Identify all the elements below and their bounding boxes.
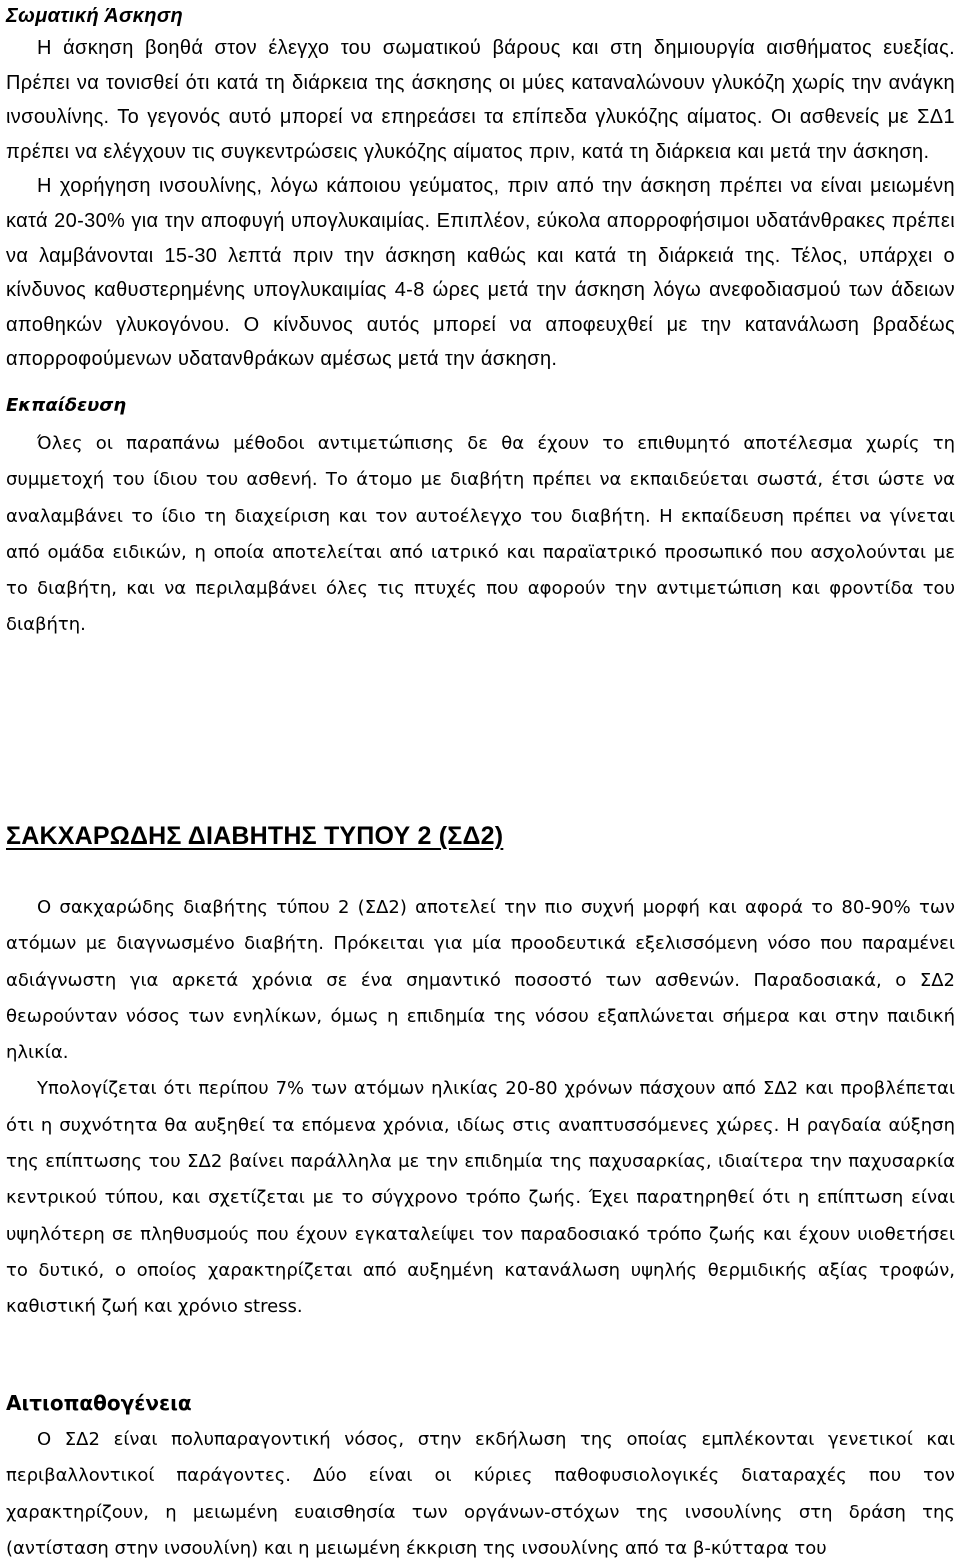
education-paragraph: Όλες οι παραπάνω μέθοδοι αντιμετώπισης δε θα έχουν το επιθυμητό αποτέλεσμα χωρίς τη συμμετοχή του ίδιου του ασθενή. Το άτομο με διαβήτη πρέπει να εκπαιδεύεται σωστά, έτσι ώστε να αναλαμβάνει το ίδιο τη διαχείριση και τον αυτοέλεγχο του διαβήτη. Η εκπαίδευση πρέπει να γίνεται από ομάδα ειδικών, η οποία αποτελείται από ιατρικό και παραϊατρικό προσωπικό που ασχολούνται με το διαβήτη, και να περιλαμβάνει όλες τις πτυχές που αφορούν την αντιμετώπιση και φροντίδα του διαβήτη. bbox=[6, 432, 955, 636]
section-etiology bbox=[6, 1422, 955, 1567]
section-exercise bbox=[6, 0, 955, 377]
section-type2 bbox=[6, 890, 955, 1326]
type2-diabetes-title: ΣΑΚΧΑΡΩΔΗΣ ΔΙΑΒΗΤΗΣ ΤΥΠΟΥ 2 (ΣΔ2) bbox=[6, 822, 504, 850]
type2-paragraph-1: Ο σακχαρώδης διαβήτης τύπου 2 (ΣΔ2) αποτελεί την πιο συχνή μορφή και αφορά το 80-90% των ατόμων με διαγνωσμένο διαβήτη. Πρόκειται για μία προοδευτικά εξελισσόμενη νόσο που παραμένει αδιάγνωστη για αρκετά χρόνια σε ένα σημαντικό ποσοστό των ασθενών. Παραδοσιακά, ο ΣΔ2 θεωρούνταν νόσος των ενηλίκων, όμως η επιδημία της νόσου εξαπλώνεται σήμερα και στην παιδική ηλικία. bbox=[6, 897, 955, 1064]
document-page bbox=[6, 0, 955, 1559]
education-heading: Εκπαίδευση bbox=[6, 394, 127, 416]
type2-paragraph-2: Υπολογίζεται ότι περίπου 7% των ατόμων ηλικίας 20-80 χρόνων πάσχουν από ΣΔ2 και προβλέπεται ότι η συχνότητα θα αυξηθεί τα επόμενα χρόνια, ιδίως στις αναπτυσσόμενες χώρες. Η ραγδαία αύξηση της επίπτωσης του ΣΔ2 βαίνει παράλληλα με την επιδημία της παχυσαρκίας, ιδιαίτερα την παχυσαρκία κεντρικού τύπου, και σχετίζεται με το σύγχρονο τρόπο ζωής. Έχει παρατηρηθεί ότι η επίπτωση είναι υψηλότερη σε πληθυσμούς που έχουν εγκαταλείψει τον παραδοσιακό τρόπο ζωής και έχουν υιοθετήσει το δυτικό, ο οποίος χαρακτηρίζεται από αυξημένη κατανάλωση υψηλής θερμιδικής αξίας τροφών, καθιστική ζωή και χρόνιο stress. bbox=[6, 1078, 955, 1318]
exercise-heading: Σωματική Άσκηση bbox=[6, 5, 184, 27]
etiology-heading: Αιτιοπαθογένεια bbox=[6, 1391, 192, 1415]
exercise-paragraph-1: Η άσκηση βοηθά στον έλεγχο του σωματικού βάρους και στη δημιουργία αισθήματος ευεξίας. Πρέπει να τονισθεί ότι κατά τη διάρκεια της άσκησης οι μύες καταναλώνουν γλυκόζη χωρίς την ανάγκη ινσουλίνης. Το γεγονός αυτό μπορεί να επηρεάσει τα επίπεδα γλυκόζης αίματος. Οι ασθενείς με ΣΔ1 πρέπει να ελέγχουν τις συγκεντρώσεις γλυκόζης αίματος πριν, κατά τη διάρκεια και μετά την άσκηση. bbox=[6, 37, 955, 163]
etiology-paragraph: Ο ΣΔ2 είναι πολυπαραγοντική νόσος, στην εκδήλωση της οποίας εμπλέκονται γενετικοί και περιβαλλοντικοί παράγοντες. Δύο είναι οι κύριες παθοφυσιολογικές διαταραχές που τον χαρακτηρίζουν, η μειωμένη ευαισθησία των οργάνων-στόχων της ινσουλίνης στη δράση της (αντίσταση στην ινσουλίνη) και η μειωμένη έκκριση της ινσουλίνης από τα β-κύτταρα του bbox=[6, 1429, 955, 1559]
section-education bbox=[6, 389, 955, 644]
exercise-paragraph-2: Η χορήγηση ινσουλίνης, λόγω κάποιου γεύματος, πριν από την άσκηση πρέπει να είναι μειωμένη κατά 20-30% για την αποφυγή υπογλυκαιμίας. Επιπλέον, εύκολα απορροφήσιμοι υδατάνθρακες πρέπει να λαμβάνονται 15-30 λεπτά πριν την άσκηση καθώς και κατά τη διάρκειά της. Τέλος, υπάρχει ο κίνδυνος καθυστερημένης υπογλυκαιμίας 4-8 ώρες μετά την άσκηση λόγω ανεφοδιασμού των άδειων αποθηκών γλυκογόνου. Ο κίνδυνος αυτός μπορεί να αποφευχθεί με την κατανάλωση βραδέως απορροφούμενων υδατανθράκων αμέσως μετά την άσκηση. bbox=[6, 175, 955, 371]
